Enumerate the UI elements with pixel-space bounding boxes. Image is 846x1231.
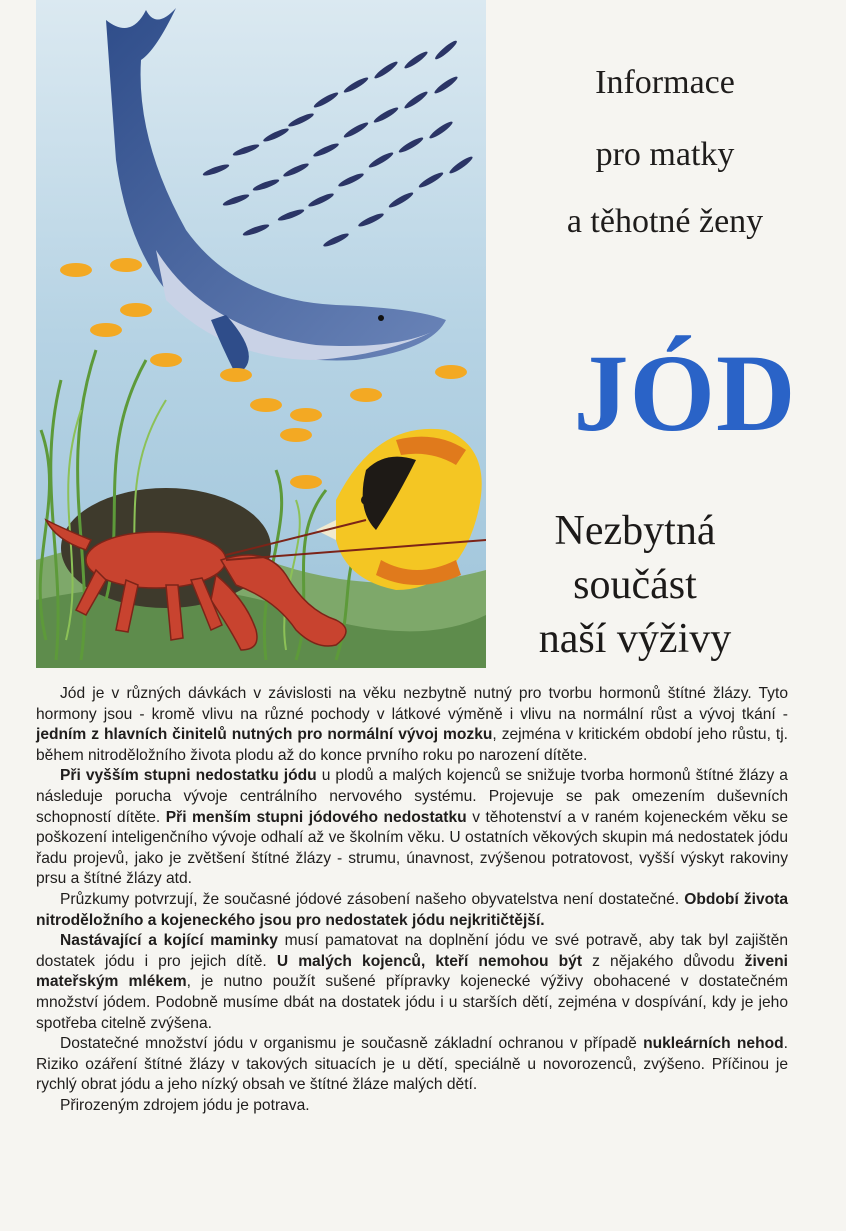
text-run: z nějakého důvodu (582, 952, 745, 970)
paragraph (36, 1096, 788, 1117)
paragraph (36, 684, 788, 766)
emphasis-text: U malých kojenců, kteří nemohou být (276, 952, 583, 970)
emphasis-text: nukleárních nehod (643, 1035, 784, 1053)
text-run: u plodů a malých kojenců se snižuje tvorba hormonů štítné žlázy a následuje porucha vývoje centrálního nervového systému. Projevuje se pak omezením duševních schopností dítěte. (36, 767, 788, 826)
emphasis-text: Při vyšším stupni nedostatku jódu (60, 767, 317, 785)
tagline-line-1: Nezbytná (554, 508, 716, 554)
tagline-line-3: naší výživy (538, 616, 732, 662)
sea-life-illustration (36, 0, 486, 668)
text-run: , je nutno použít sušené přípravky kojenecké výživy obohacené v dostatečném množství jódem. Podobně musíme dbát na dostatek jódu i u starších dětí, zejména v dospívání, kdy je jeho spotřeba citelně zvýšena. (36, 973, 788, 1032)
emphasis-text: jedním z hlavních činitelů nutných pro normální vývoj mozku (36, 726, 493, 744)
tagline-line-2: součást (573, 562, 697, 608)
text-run: . Riziko ozáření štítné žlázy v takových situacích je u dětí, speciálně u novorozenců, zvýšeno. Příčinou je rychlý obrat jódu a jeho nízký obsah ve štítné žláze malých dětí. (36, 1035, 788, 1094)
text-run: Přirozeným zdrojem jódu je potrava. (60, 1096, 310, 1114)
subtitle-line-1: Informace (595, 64, 735, 101)
text-run: Průzkumy potvrzují, že současné jódové zásobení našeho obyvatelstva není dostatečné. (60, 890, 685, 908)
subtitle-line-3: a těhotné ženy (566, 203, 764, 240)
page-title: JÓD (573, 332, 797, 454)
paragraph (36, 931, 788, 1034)
emphasis-text: Období života nitroděložního a kojeneckého jsou pro nedostatek jódu nejkritičtější. (36, 890, 789, 929)
text-run: Jód je v různých dávkách v závislosti na věku nezbytně nutný pro tvorbu hormonů štítné žlázy. Tyto hormony jsou - kromě vlivu na různé pochody v látkové výměně i vlivu na normální růst a vývoj tkání - (36, 685, 788, 723)
emphasis-text: Při menším stupni jódového nedostatku (165, 808, 467, 826)
text-run: musí pamatovat na doplnění jódu ve své potravě, aby tak byl zajištěn dostatek jódu i pro jejich dítě. (36, 932, 788, 970)
subtitle-line-2: pro matky (595, 136, 735, 173)
body-text (36, 684, 788, 1116)
paragraph (36, 766, 788, 890)
text-run: v těhotenství a v raném kojeneckém věku se poškození inteligenčního vývoje odhalí až ve školním věku. U ostatních věkových skupin má nedostatek jódu řadu projevů, jako je zvětšení štítné žlázy - strumu, únavnost, zvýšenou potratovost, vyšší výskyt rakoviny prsu a štítné žlázy atd. (36, 808, 788, 888)
paragraph (36, 890, 788, 931)
text-run: Dostatečné množství jódu v organismu je současně základní ochranou v případě (60, 1035, 644, 1053)
text-run: , zejména v kritickém období jeho růstu, tj. během nitroděložního života plodu až do konce prvního roku po narození dítěte. (36, 726, 788, 764)
emphasis-text: Nastávající a kojící maminky (60, 932, 278, 950)
paragraph (36, 1034, 788, 1096)
emphasis-text: živeni mateřským mlékem (36, 952, 788, 991)
